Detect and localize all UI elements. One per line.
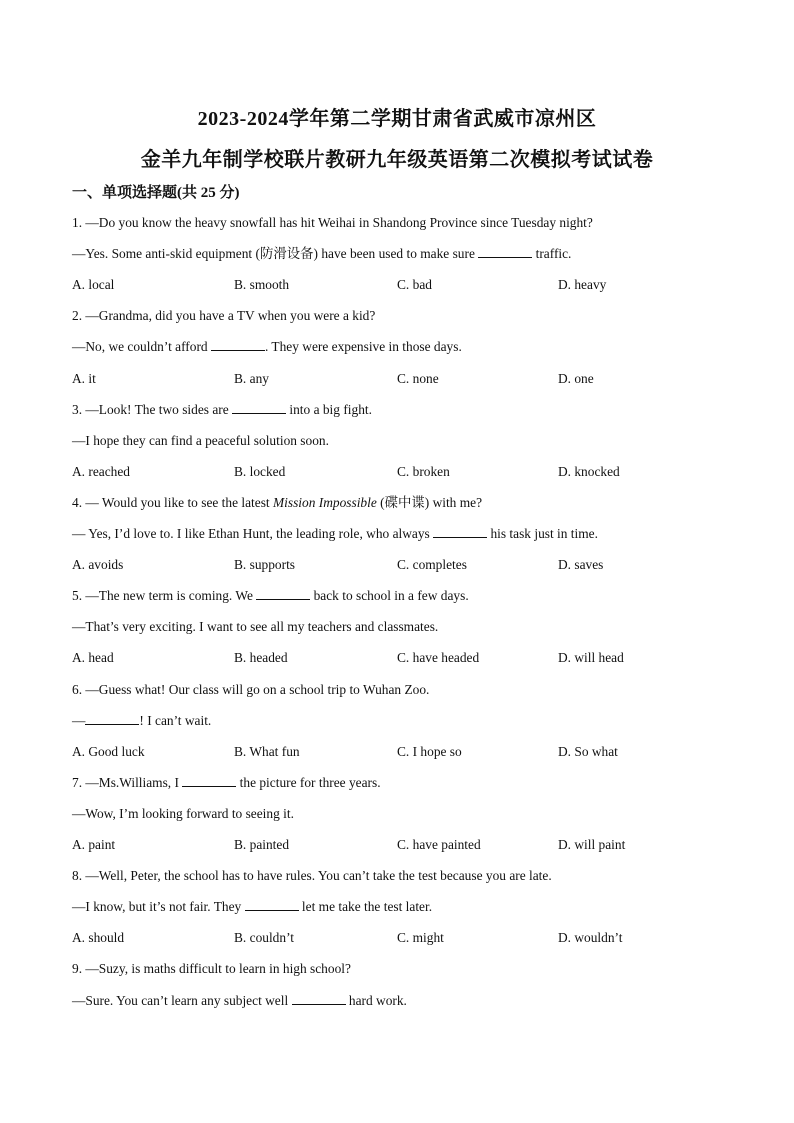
question-2-option-b: B. any (234, 370, 269, 386)
question-4-line-2 (72, 525, 598, 543)
answer-blank (478, 245, 532, 258)
question-text: —I hope they can find a peaceful solution soon. (72, 432, 329, 448)
question-4-option-b: B. supports (234, 557, 296, 573)
question-text: —That’s very exciting. I want to see all my teachers and classmates. (72, 619, 439, 635)
question-3-line-2 (72, 432, 329, 450)
question-6-option-c: C. I hope so (397, 743, 462, 759)
question-2-option-a: A. it (72, 370, 96, 386)
question-7-option-c: C. have painted (397, 837, 481, 852)
question-5-option-b: B. headed (234, 650, 288, 666)
question-7-line-1 (72, 774, 381, 792)
question-text: 7. —Ms.Williams, I (72, 774, 183, 790)
question-text: 2. —Grandma, did you have a TV when you were a kid? (72, 308, 376, 324)
question-7-option-b: B. painted (234, 837, 290, 852)
question-text: 4. — Would you like to see the latest (72, 494, 273, 510)
answer-blank (211, 338, 265, 351)
question-3-option-c: C. broken (397, 463, 450, 479)
exam-title-line2: 金羊九年制学校联片教研九年级英语第二次模拟考试试卷 (140, 149, 654, 171)
question-text: 3. —Look! The two sides are (72, 401, 233, 417)
question-6-option-b: B. What fun (234, 743, 300, 759)
question-5-option-c: C. have headed (397, 650, 480, 666)
question-8-line-1 (72, 867, 552, 885)
question-5-line-2 (72, 618, 438, 636)
question-8-option-d: D. wouldn’t (558, 930, 623, 946)
question-1-line-1 (72, 214, 593, 232)
question-5-option-d: D. will head (558, 650, 624, 666)
question-1-option-b: B. smooth (234, 277, 290, 293)
question-3-option-b: B. locked (234, 463, 286, 479)
question-6-option-a: A. Good luck (72, 743, 145, 759)
question-text: back to school in a few days. (310, 588, 469, 604)
question-6-line-1 (72, 681, 429, 699)
answer-blank (433, 525, 487, 538)
question-2-option-c: C. none (397, 370, 439, 386)
answer-blank (245, 898, 299, 911)
question-text: 9. —Suzy, is maths difficult to learn in high school? (72, 961, 351, 977)
question-7-line-2 (72, 805, 294, 823)
question-1-line-2 (72, 245, 571, 263)
question-6-line-2 (72, 712, 211, 730)
question-5-line-1 (72, 587, 469, 605)
question-text: 6. —Guess what! Our class will go on a school trip to Wuhan Zoo. (72, 681, 430, 697)
question-text: —Yes. Some anti-skid equipment (防滑设备) have been used to make sure (72, 246, 479, 262)
question-text: let me take the test later. (298, 899, 433, 915)
question-3-option-d: D. knocked (558, 463, 620, 479)
question-7-option-d: D. will paint (558, 837, 626, 852)
question-text: —No, we couldn’t afford (72, 339, 211, 355)
question-2-option-d: D. one (558, 370, 594, 386)
exam-title-line1: 2023-2024学年第二学期甘肃省武威市凉州区 (197, 108, 597, 130)
question-9-line-1 (72, 960, 351, 978)
question-4-option-a: A. avoids (72, 557, 124, 573)
question-text: —I know, but it’s not fair. They (72, 899, 245, 915)
question-1-option-d: D. heavy (558, 277, 607, 293)
question-3-line-1 (72, 401, 372, 419)
question-2-line-2 (72, 338, 462, 356)
question-text: —Sure. You can’t learn any subject well (72, 992, 292, 1008)
question-text: — (72, 712, 86, 728)
question-text: —Wow, I’m looking forward to seeing it. (72, 805, 294, 821)
question-text: the picture for three years. (236, 774, 381, 790)
question-4-line-1 (72, 494, 482, 512)
answer-blank (292, 992, 346, 1005)
question-text: — Yes, I’d love to. I like Ethan Hunt, the leading role, who always (72, 526, 434, 541)
question-text: his task just in time. (487, 526, 598, 541)
question-text: ! I can’t wait. (139, 712, 212, 728)
question-text: into a big fight. (286, 401, 372, 417)
italic-title: Mission Impossible (273, 494, 377, 510)
question-text: traffic. (532, 246, 572, 262)
question-8-option-c: C. might (397, 930, 444, 946)
question-8-option-b: B. couldn’t (234, 930, 295, 946)
question-5-option-a: A. head (72, 650, 114, 666)
answer-blank (256, 587, 310, 600)
question-8-option-a: A. should (72, 930, 125, 946)
question-2-line-1 (72, 307, 375, 325)
question-1-option-c: C. bad (397, 277, 432, 293)
question-4-option-c: C. completes (397, 557, 467, 573)
section-heading: 一、单项选择题(共 25 分) (72, 185, 240, 201)
question-text: 1. —Do you know the heavy snowfall has hit Weihai in Shandong Province since Tuesday night? (72, 215, 593, 230)
question-text: (碟中谍) with me? (376, 494, 483, 510)
question-text: . They were expensive in those days. (264, 339, 462, 355)
question-6-option-d: D. So what (558, 743, 618, 759)
question-3-option-a: A. reached (72, 463, 130, 479)
question-4-option-d: D. saves (558, 557, 604, 573)
question-8-line-2 (72, 898, 432, 916)
answer-blank (182, 774, 236, 787)
question-1-option-a: A. local (72, 277, 115, 293)
answer-blank (85, 712, 139, 725)
question-text: hard work. (345, 992, 407, 1008)
answer-blank (232, 401, 286, 414)
question-text: 8. —Well, Peter, the school has to have rules. You can’t take the test because you are late. (72, 868, 552, 884)
question-9-line-2 (72, 992, 407, 1010)
question-text: 5. —The new term is coming. We (72, 588, 257, 604)
question-7-option-a: A. paint (72, 837, 116, 852)
